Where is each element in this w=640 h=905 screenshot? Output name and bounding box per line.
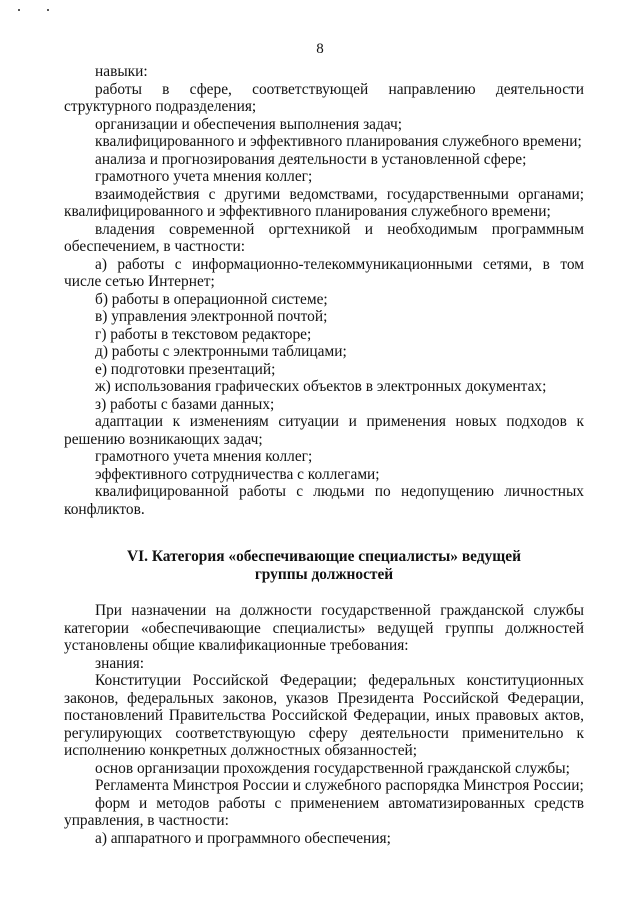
scan-speck (18, 9, 20, 11)
paragraph: основ организации прохождения государственной гражданской службы; (95, 759, 570, 777)
paragraph: е) подготовки презентаций; (95, 360, 276, 378)
paragraph: б) работы в операционной системе; (95, 290, 328, 308)
paragraph: квалифицированной работы с людьми по недопущению личностных конфликтов. (64, 483, 584, 518)
paragraph: з) работы с базами данных; (95, 395, 275, 413)
paragraph: анализа и прогнозирования деятельности в установленной сфере; (95, 150, 527, 168)
paragraph: квалифицированного и эффективного планирования служебного времени; (95, 133, 582, 150)
page-number: 8 (316, 41, 324, 57)
paragraph: ж) использования графических объектов в электронных документах; (95, 378, 547, 395)
section-heading (64, 548, 584, 584)
paragraph: Регламента Минстроя России и служебного распорядка Минстроя России; (95, 777, 584, 794)
paragraph: навыки: (95, 63, 148, 80)
paragraph: знания: (95, 654, 144, 672)
requirements-section (64, 602, 584, 847)
paragraph: г) работы в текстовом редакторе; (95, 325, 312, 343)
paragraph: форм и методов работы с применением автоматизированных средств управления, в частности: (64, 794, 584, 829)
paragraph: взаимодействия с другими ведомствами, государственными органами; квалифицированного и эффективного планирования служебного времени; (64, 185, 584, 220)
section-heading-line: группы должностей (254, 566, 394, 583)
paragraph: Конституции Российской Федерации; федеральных конституционных законов, федеральных законов, указов Президента Российской Федерации, постановлений Правительства Российской Федерации, иных правовых актов, регулирующих соответствующую сферу деятельности применительно к исполнению конкретных должностных обязанностей; (64, 672, 584, 759)
paragraph: грамотного учета мнения коллег; (95, 448, 313, 465)
paragraph: При назначении на должности государственной гражданской службы категории «обеспечивающие специалисты» ведущей группы должностей установлены общие квалификационные требования: (64, 602, 584, 654)
paragraph: а) аппаратного и программного обеспечения; (95, 829, 391, 847)
paragraph: д) работы с электронными таблицами; (95, 343, 347, 360)
paragraph: владения современной оргтехникой и необходимым программным обеспечением, в частности: (64, 220, 584, 255)
paragraph: в) управления электронной почтой; (95, 308, 328, 325)
section-heading-line: VI. Категория «обеспечивающие специалисты» ведущей (127, 548, 521, 565)
paragraph: а) работы с информационно-телекоммуникационными сетями, в том числе сетью Интернет; (64, 255, 584, 290)
skills-section (64, 63, 584, 518)
paragraph: работы в сфере, соответствующей направлению деятельности структурного подразделения; (64, 80, 584, 115)
paragraph: эффективного сотрудничества с коллегами; (95, 465, 380, 483)
scan-speck (47, 9, 49, 11)
paragraph: грамотного учета мнения коллег; (95, 168, 313, 185)
paragraph: адаптации к изменениям ситуации и применения новых подходов к решению возникающих задач; (64, 413, 584, 448)
paragraph: организации и обеспечения выполнения задач; (95, 115, 403, 133)
